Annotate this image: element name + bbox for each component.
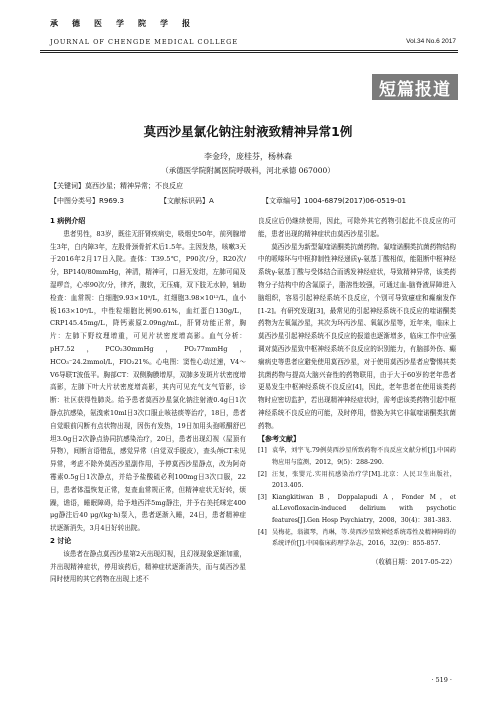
section-badge: 短篇报道 <box>372 74 458 100</box>
reference-number: [2] <box>258 470 267 478</box>
reference-item <box>258 527 456 550</box>
reference-text: 吴梅花，翁淑琴，肖琳，等.莫西沙星致神经系统毒性及精神障碍的系统评价[J].中国临床药理学杂志，2016，32(9)：855-857. <box>272 528 456 548</box>
reference-item <box>258 492 456 527</box>
discussion-paragraph: 该患者在静点莫西沙星第2天出现幻视，且幻视现象逐渐加重，并出现精神症状，停用该药后，精神症状逐渐消失，而与莫西沙星同时使用的其它药物在出现上述不 <box>50 549 246 584</box>
article-affiliation: （承德医学院附属医院呼吸科，河北承德 067000） <box>161 166 335 175</box>
reference-number: [1] <box>258 447 267 455</box>
case-paragraph: 患者男性，83岁，既往无肝肾疾病史，吸烟史50年，前列腺增生3年，白内障3年，左股骨颈骨折术后1.5年。主因发热，咳嗽3天于2016年2月17日入院。查体：T39.5℃，P90次/分，R20次/分，BP140/80mmHg，神清，精神可，口唇无发绀，左肺可闻及湿啰音，心率90次/分，律齐，腹软，无压痛，双下肢无水肿，辅助检查：血常规：白细胞9.93×10⁹/L，红细胞3.98×10¹²/L，血小板163×10⁹/L，中性粒细胞比例90.61%，血红蛋白130g/L，CRP145.45mg/L，降钙素原2.09ng/mL，肝肾功能正常，胸片：左肺下野纹理增重，可见片状密度增高影。血气分析：pH7.52，PCO₂30mmHg，PO₂77mmHg，HCO₃⁻24.2mmol/L，FIO₂21%。心电图：窦性心动过速，V4～V6导联T波低平。胸部CT：双侧胸膜增厚，双肺多发斑片状密度增高影，左肺下叶大片状密度增高影，其内可见充气支气管影，诊断：社区获得性肺炎。给予患者莫西沙星氯化钠注射液0.4g日1次静点抗感染，氨溴索10ml日3次口服止咳祛痰等治疗，18日，患者自觉眼前闪断有点状物出现，因伤有发热，19日加用头孢哌酮舒巴坦3.0g日2次静点协同抗感染治疗，20日，患者出现幻视（屋顶有异物），间断言语错乱，感觉异常（自觉双手脱皮），查头颅CT未见异常，考虑不除外莫西沙星副作用，予停莫西沙星静点，改为阿奇霉素0.5g日1次静点，并给予盐酸硫必利100mg日3次口服，22日，患者体温恢复正常，复查血常规正常，但精神症状无好转，烦躁，谵语，睡眠障碍，给予地西泮5mg静注，并予右美托咪定400 μg静注后40 μg/(kg·h)泵入，患者逐渐入睡，24日，患者精神症状逐渐消失，3月4日好转出院。 <box>50 229 246 533</box>
discussion-paragraph-2: 莫西沙星为新型氟喹诺酮类抗菌药物。氟喹诺酮类抗菌药物结构中的哌嗪环与中枢抑制性神经递质γ-氨基丁酸相似，能阻断中枢神经系统γ-氨基丁酸与受体结合而诱发神经症状，导致精神异常，该类药物分子结构中的含氟原子，脂溶性较强，可通过血-脑脊液屏障进入脑组织，容易引起神经系统不良反应，个别可导致癔症和癫痫发作[1-2]。有研究发现[3]，最常见的引起神经系统不良反应的喹诺酮类药物为左氧氟沙星，其次为环丙沙星、氧氟沙星等，近年来，临床上莫西沙星引起神经系统不良反应的报道也逐渐增多，临床工作中应强调对莫西沙星致中枢神经系统不良反应的识别能力，有脑部外伤、癫痫病史等患者应避免使用莫西沙星，对于使用莫西沙星者应警惕其类抗菌药物与提高大脑兴奋性的药物联用，由于大于60岁的老年患者更易发生中枢神经系统不良反应[4]，因此，老年患者在使用该类药物时应密切监护，若出现精神神经症状时，需考虑该类药物引起中枢神经系统不良反应的可能，及时停用，替换为其它非氟喹诺酮类抗菌药物。 <box>258 242 456 430</box>
references-heading: 【参考文献】 <box>258 434 300 443</box>
section-heading-case: 1 病例介绍 <box>50 217 86 225</box>
article-id: 【文章编号】1004-6879(2017)06-0519-01 <box>262 197 407 205</box>
volume-issue: Vol.34 No.6 2017 <box>406 38 456 45</box>
journal-english-name: JOURNAL OF CHENGDE MEDICAL COLLEGE <box>50 38 239 46</box>
reference-list <box>258 445 456 549</box>
article-title: 莫西沙星氯化钠注射液致精神异常1例 <box>143 124 353 139</box>
document-code: 【文献标识码】A <box>160 197 214 205</box>
reference-text: 袁华，刘宇飞.79例莫西沙星所致药物不良反应文献分析[J].中国药物应用与监测，2012，9(5)：288-290. <box>272 447 456 466</box>
left-column <box>50 215 246 586</box>
section-heading-discussion: 2 讨论 <box>50 536 72 545</box>
reference-item <box>258 445 456 468</box>
received-date: （收稿日期：2017-05-22） <box>371 557 456 566</box>
reference-number: [4] <box>258 528 267 536</box>
keywords: 【关键词】莫西沙星；精神异常；不良反应 <box>50 182 183 190</box>
discussion-continued: 良反应后仍继续使用，因此，可除外其它药物引起此不良反应的可能，患者出现的精神症状由莫西沙星引起。 <box>258 217 456 238</box>
clc-number: 【中图分类号】R969.3 <box>50 197 124 205</box>
header-rule <box>40 50 458 51</box>
right-column <box>258 215 456 568</box>
reference-text: 汪复，张婴元.实用抗感染治疗学[M].北京：人民卫生出版社，2013.405. <box>272 470 456 490</box>
page-number: · 519 · <box>431 676 452 684</box>
journal-chinese-name: 承德医学院学报 <box>50 18 204 28</box>
reference-item <box>258 469 456 492</box>
reference-text: Kiangkitiwan B，Doppalapudi A，Fonder M，et al.Levofloxacin-induced delirium with psychotic features[J].Gen Hosp Psychiatry，2008，30(4)：381-383. <box>272 493 456 524</box>
reference-number: [3] <box>258 493 267 501</box>
header-rule-second <box>40 52 458 53</box>
article-authors: 李金玲，庞桂芬，杨林森 <box>204 152 292 161</box>
